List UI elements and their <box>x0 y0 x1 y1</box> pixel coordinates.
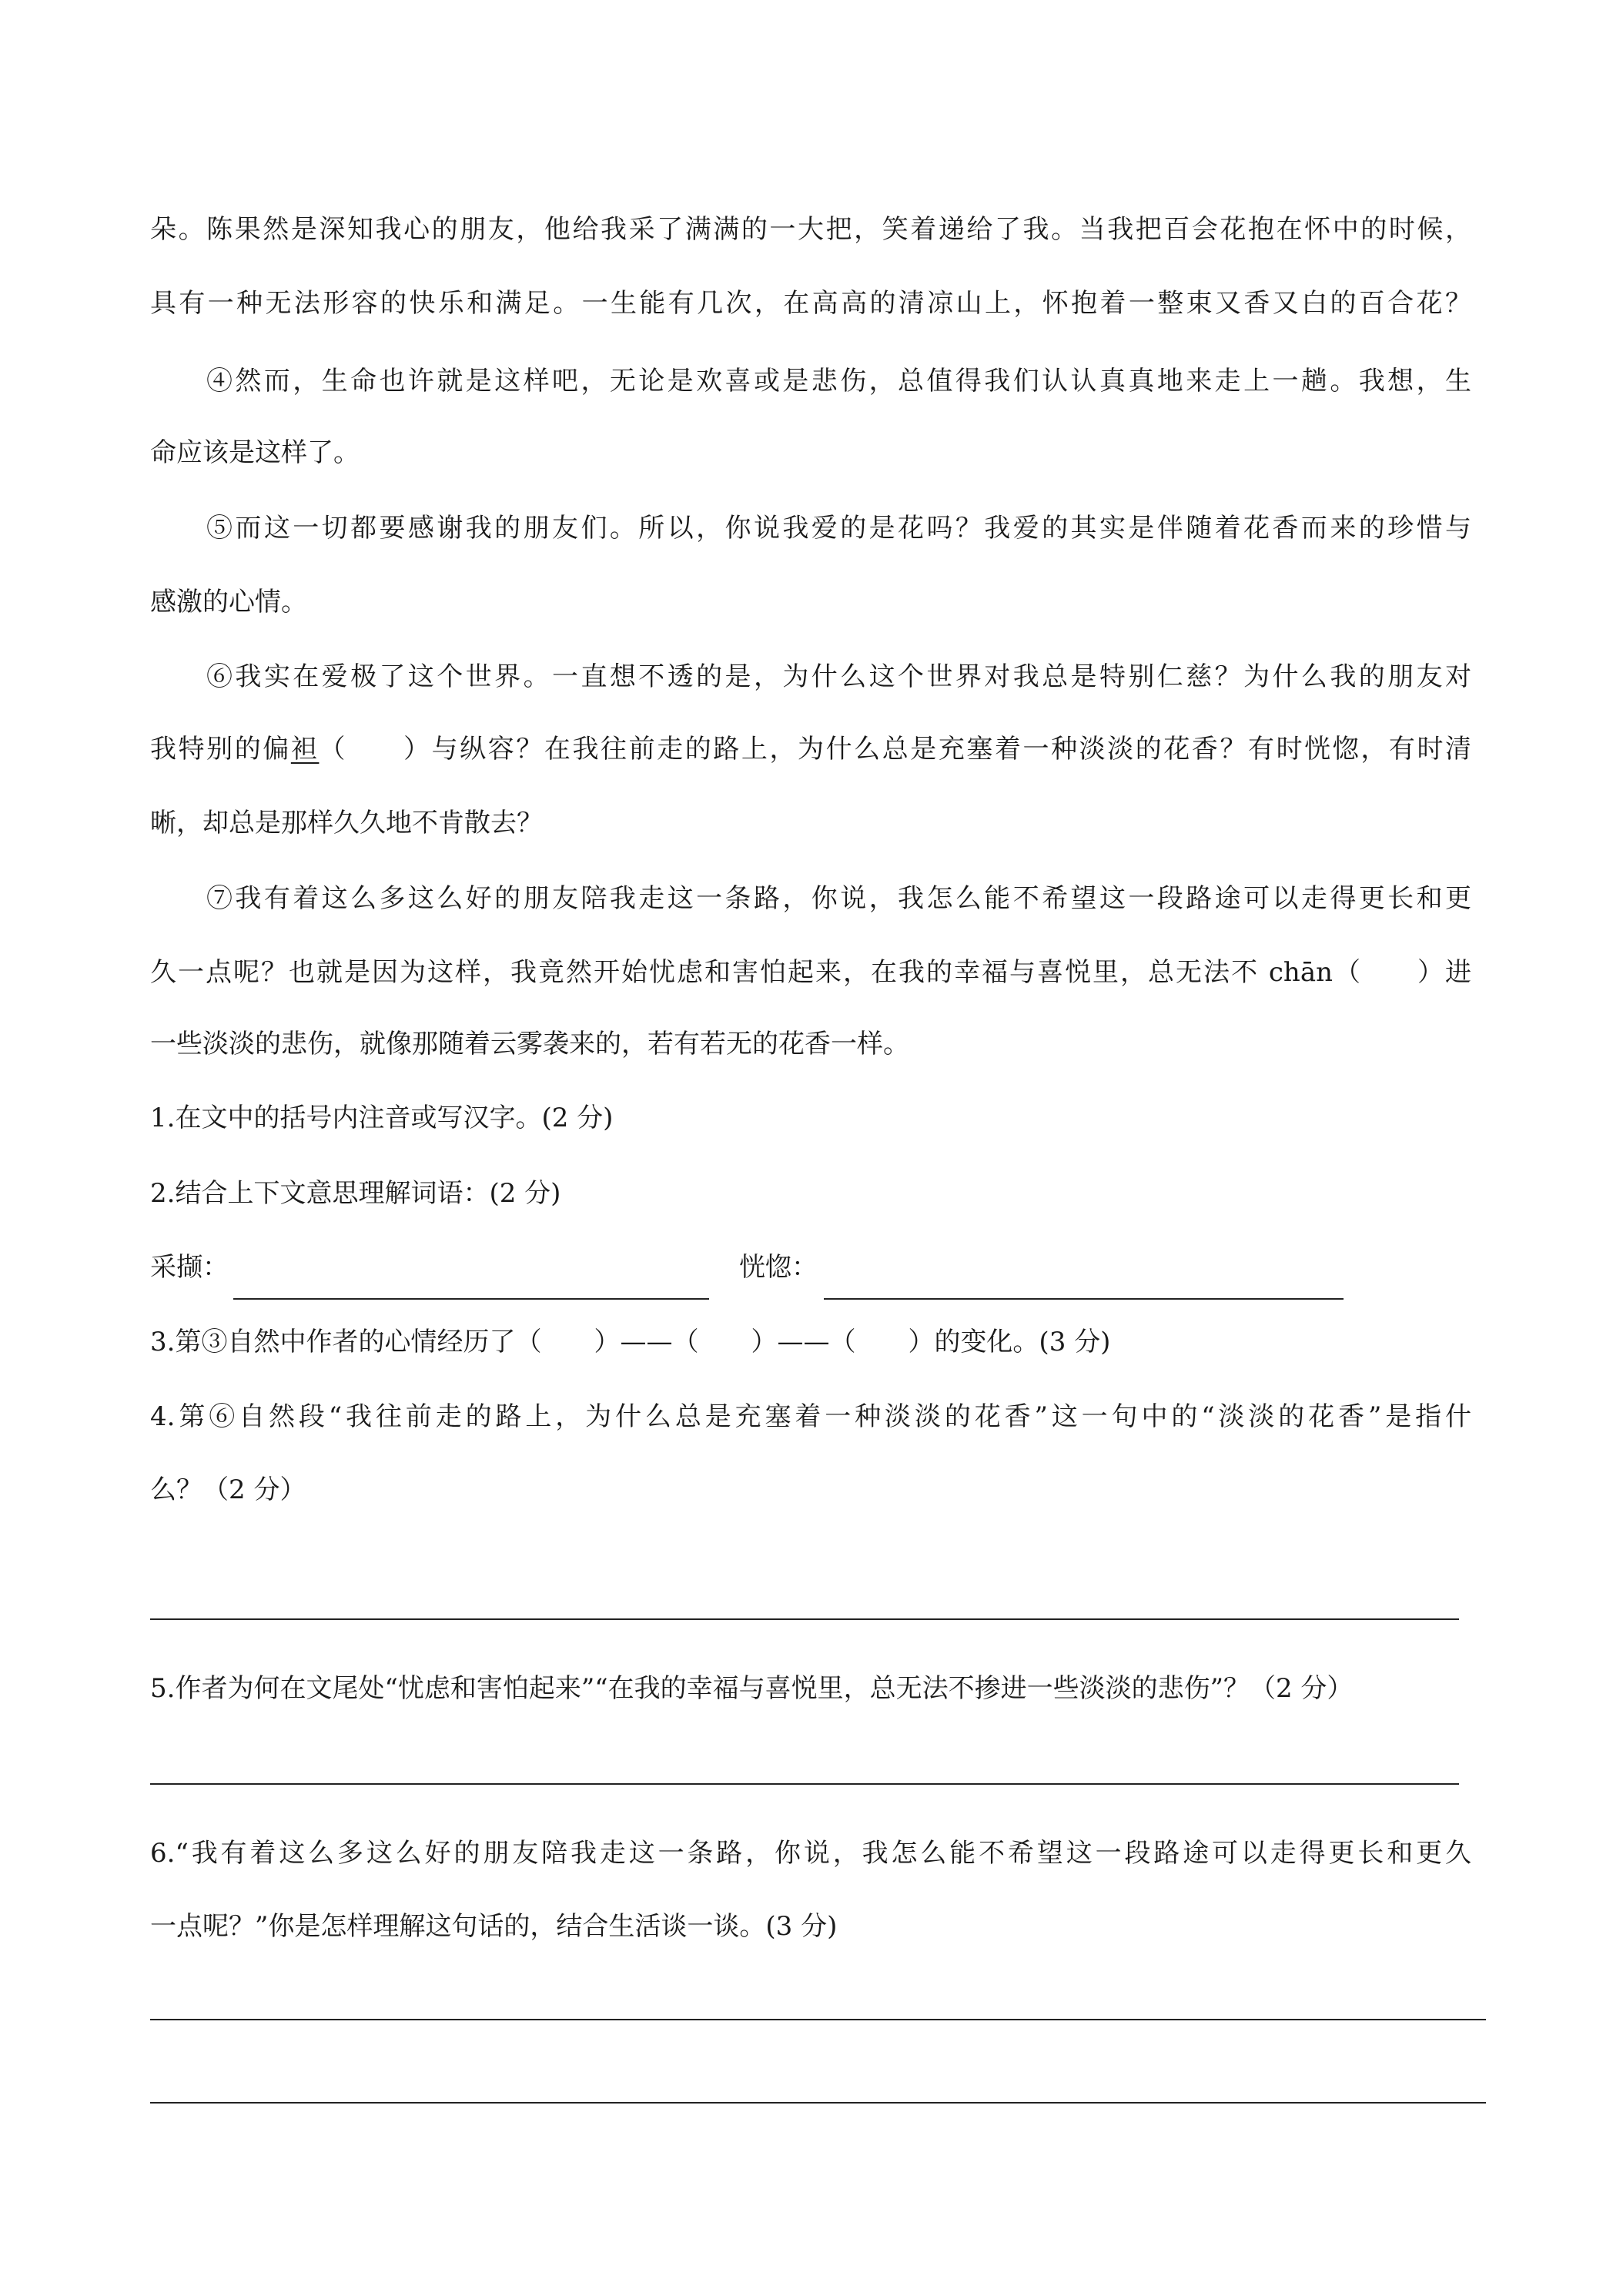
question-2 <box>150 1178 561 1209</box>
passage-text: ④然而，生命也许就是这样吧，无论是欢喜或是悲伤，总值得我们认认真真地来走上一趟。我想，生 <box>206 366 1471 397</box>
passage-text: 久一点呢？也就是因为这样，我竟然开始忧虑和害怕起来，在我的幸福与喜悦里，总无法不 chān（ ）进 <box>150 957 1471 988</box>
passage-line <box>150 437 360 468</box>
passage-line <box>206 366 1471 397</box>
question-text: 4.第⑥自然段“我往前走的路上，为什么总是充塞着一种淡淡的花香”这一句中的“淡淡的花香”是指什 <box>150 1401 1471 1432</box>
term-label-1 <box>150 1252 229 1283</box>
passage-text: 一些淡淡的悲伤，就像那随着云雾袭来的，若有若无的花香一样。 <box>150 1029 909 1059</box>
question-text: 6.“我有着这么多这么好的朋友陪我走这一条路，你说，我怎么能不希望这一段路途可以走得更长和更久 <box>150 1838 1471 1869</box>
passage-line <box>150 288 1471 319</box>
answer-line-term2[interactable] <box>824 1298 1344 1300</box>
passage-text: 感激的心情。 <box>150 587 307 618</box>
question-text: 么？（2 分） <box>150 1474 306 1505</box>
answer-line-q6-1[interactable] <box>150 2019 1486 2020</box>
term-text: 恍惚： <box>739 1252 818 1283</box>
question-6-cont <box>150 1911 837 1942</box>
underlined-word: 袒 <box>290 734 320 765</box>
passage-text: 晰，却总是那样久久地不肯散去？ <box>150 808 543 838</box>
term-label-2 <box>739 1252 818 1283</box>
answer-line-term1[interactable] <box>233 1298 709 1300</box>
passage-line <box>206 661 1471 692</box>
passage-text: （ ）与纵容？在我往前走的路上，为什么总是充塞着一种淡淡的花香？有时恍惚，有时清 <box>319 734 1472 765</box>
question-3 <box>150 1327 1110 1357</box>
answer-line-q6-2[interactable] <box>150 2102 1486 2104</box>
passage-line <box>150 808 543 838</box>
question-4 <box>150 1401 1471 1432</box>
passage-line <box>150 587 307 618</box>
passage-text: 朵。陈果然是深知我心的朋友，他给我采了满满的一大把，笑着递给了我。当我把百会花抱在怀中的时候， <box>150 214 1471 245</box>
question-5 <box>150 1673 1353 1704</box>
passage-text: ⑥我实在爱极了这个世界。一直想不透的是，为什么这个世界对我总是特别仁慈？为什么我的朋友对 <box>206 661 1471 692</box>
answer-line-q4[interactable] <box>150 1618 1459 1620</box>
passage-text: 我特别的偏 <box>150 734 291 765</box>
question-text: 5.作者为何在文尾处“忧虑和害怕起来”“在我的幸福与喜悦里，总无法不掺进一些淡淡的悲伤”？（2 分） <box>150 1673 1354 1704</box>
passage-line <box>150 214 1471 245</box>
question-text: 一点呢？”你是怎样理解这句话的，结合生活谈一谈。(3 分) <box>150 1911 838 1942</box>
passage-text: ⑤而这一切都要感谢我的朋友们。所以，你说我爱的是花吗？我爱的其实是伴随着花香而来的珍惜与 <box>206 513 1471 544</box>
passage-line <box>150 1029 909 1059</box>
passage-line <box>206 513 1471 544</box>
question-text: 3.第③自然中作者的心情经历了（ ）——（ ）——（ ）的变化。(3 分) <box>150 1327 1111 1357</box>
question-1 <box>150 1103 613 1133</box>
passage-text-group <box>150 734 1471 765</box>
passage-text: ⑦我有着这么多这么好的朋友陪我走这一条路，你说，我怎么能不希望这一段路途可以走得更长和更 <box>206 883 1471 914</box>
question-4-cont <box>150 1474 306 1505</box>
question-text: 2.结合上下文意思理解词语：(2 分) <box>150 1178 561 1209</box>
question-6 <box>150 1838 1471 1869</box>
answer-line-q5[interactable] <box>150 1783 1459 1785</box>
passage-text: 命应该是这样了。 <box>150 437 360 468</box>
passage-line <box>206 883 1471 914</box>
term-text: 采撷： <box>150 1252 229 1283</box>
passage-line <box>150 957 1471 988</box>
passage-text: 具有一种无法形容的快乐和满足。一生能有几次，在高高的清凉山上，怀抱着一整束又香又白的百合花？ <box>150 288 1471 319</box>
passage-line <box>150 734 1471 765</box>
question-text: 1.在文中的括号内注音或写汉字。(2 分) <box>150 1103 614 1133</box>
